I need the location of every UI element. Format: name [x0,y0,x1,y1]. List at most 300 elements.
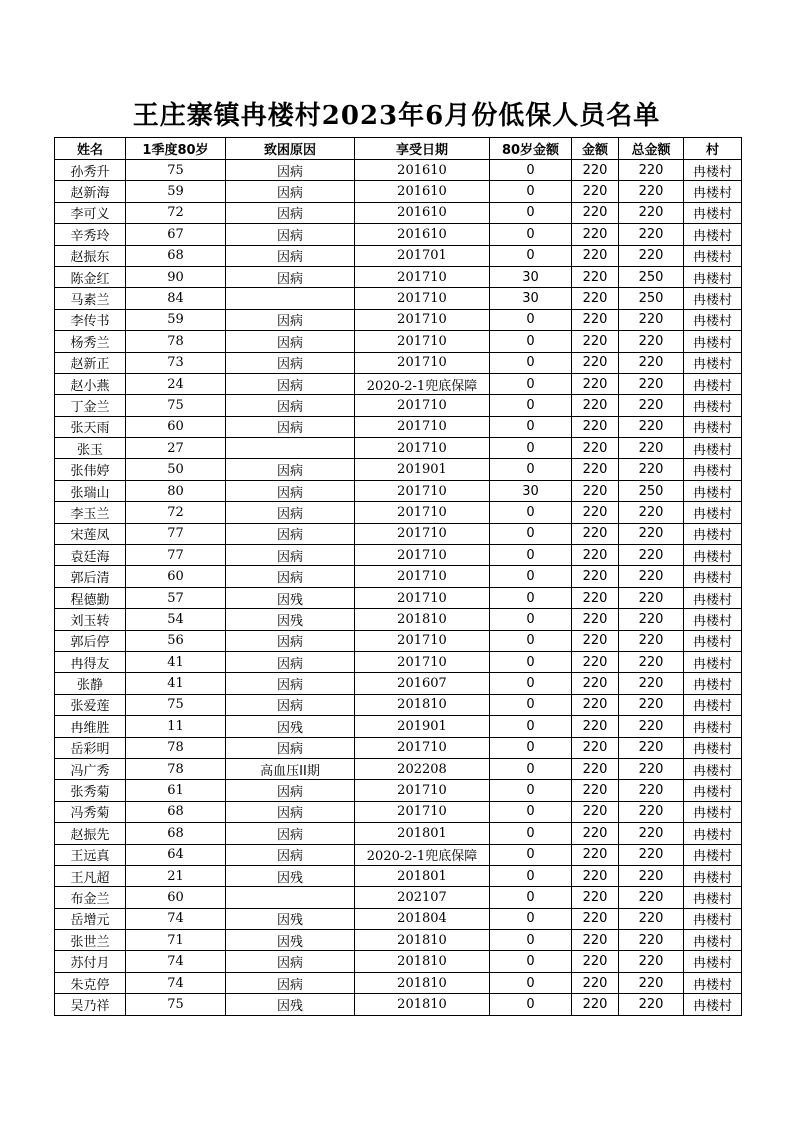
cell-cause [226,438,355,459]
cell-total: 220 [619,651,684,672]
cell-q1-80: 78 [126,331,226,352]
table-row [55,780,742,801]
table-row [55,694,742,715]
cell-start-date: 201710 [355,438,490,459]
cell-amount: 220 [572,373,619,394]
cell-total: 220 [619,630,684,651]
cell-age80-amount: 0 [490,887,572,908]
cell-amount: 220 [572,887,619,908]
cell-name: 赵小燕 [55,373,126,394]
cell-start-date: 201607 [355,673,490,694]
table-row [55,160,742,181]
column-header-amount: 金额 [572,138,619,160]
cell-total: 220 [619,416,684,437]
cell-name: 张静 [55,673,126,694]
cell-cause: 因病 [226,459,355,480]
cell-q1-80: 59 [126,309,226,330]
table-row [55,716,742,737]
cell-q1-80: 74 [126,972,226,993]
cell-village: 冉楼村 [684,630,742,651]
cell-amount: 220 [572,737,619,758]
cell-name: 郭后停 [55,630,126,651]
cell-q1-80: 68 [126,801,226,822]
cell-amount: 220 [572,502,619,523]
cell-start-date: 201610 [355,181,490,202]
cell-age80-amount: 30 [490,288,572,309]
cell-total: 250 [619,266,684,287]
cell-total: 220 [619,502,684,523]
cell-age80-amount: 0 [490,523,572,544]
column-header-total: 总金额 [619,138,684,160]
cell-amount: 220 [572,758,619,779]
cell-total: 220 [619,758,684,779]
cell-age80-amount: 30 [490,480,572,501]
cell-q1-80: 80 [126,480,226,501]
cell-start-date: 202107 [355,887,490,908]
cell-start-date: 201810 [355,694,490,715]
cell-village: 冉楼村 [684,930,742,951]
table-row [55,651,742,672]
cell-age80-amount: 0 [490,566,572,587]
cell-name: 杨秀兰 [55,331,126,352]
cell-q1-80: 74 [126,908,226,929]
cell-age80-amount: 0 [490,160,572,181]
cell-village: 冉楼村 [684,480,742,501]
cell-age80-amount: 0 [490,972,572,993]
cell-start-date: 201710 [355,331,490,352]
table-row [55,224,742,245]
cell-cause [226,887,355,908]
cell-village: 冉楼村 [684,545,742,566]
cell-cause: 因病 [226,309,355,330]
cell-name: 宋莲凤 [55,523,126,544]
cell-age80-amount: 0 [490,951,572,972]
column-header-name: 姓名 [55,138,126,160]
cell-amount: 220 [572,202,619,223]
table-row [55,352,742,373]
cell-name: 赵振先 [55,823,126,844]
cell-total: 220 [619,331,684,352]
table-row [55,887,742,908]
cell-q1-80: 61 [126,780,226,801]
cell-age80-amount: 0 [490,630,572,651]
cell-village: 冉楼村 [684,416,742,437]
cell-start-date: 201610 [355,160,490,181]
cell-age80-amount: 0 [490,865,572,886]
cell-cause: 因病 [226,395,355,416]
cell-name: 程德勤 [55,587,126,608]
cell-start-date: 201710 [355,587,490,608]
cell-amount: 220 [572,630,619,651]
cell-total: 220 [619,737,684,758]
cell-cause: 因病 [226,373,355,394]
cell-amount: 220 [572,844,619,865]
table-body [55,160,742,1016]
cell-start-date: 201804 [355,908,490,929]
cell-cause: 因病 [226,266,355,287]
cell-amount: 220 [572,908,619,929]
cell-start-date: 201810 [355,930,490,951]
cell-age80-amount: 0 [490,224,572,245]
table-row [55,438,742,459]
table-row [55,545,742,566]
cell-q1-80: 56 [126,630,226,651]
cell-q1-80: 72 [126,502,226,523]
cell-total: 220 [619,459,684,480]
cell-amount: 220 [572,181,619,202]
cell-q1-80: 73 [126,352,226,373]
table-row [55,801,742,822]
cell-name: 吴乃祥 [55,994,126,1015]
cell-q1-80: 60 [126,566,226,587]
table-row [55,566,742,587]
cell-name: 张世兰 [55,930,126,951]
cell-amount: 220 [572,331,619,352]
cell-amount: 220 [572,545,619,566]
cell-age80-amount: 0 [490,651,572,672]
cell-village: 冉楼村 [684,844,742,865]
table-row [55,181,742,202]
cell-age80-amount: 0 [490,373,572,394]
cell-cause [226,288,355,309]
cell-name: 丁金兰 [55,395,126,416]
cell-q1-80: 24 [126,373,226,394]
cell-amount: 220 [572,480,619,501]
table-row [55,865,742,886]
cell-amount: 220 [572,395,619,416]
cell-amount: 220 [572,651,619,672]
cell-village: 冉楼村 [684,951,742,972]
cell-village: 冉楼村 [684,780,742,801]
cell-cause: 因病 [226,224,355,245]
cell-total: 220 [619,160,684,181]
cell-total: 220 [619,887,684,908]
cell-total: 220 [619,951,684,972]
cell-total: 220 [619,545,684,566]
cell-village: 冉楼村 [684,331,742,352]
cell-name: 陈金红 [55,266,126,287]
cell-village: 冉楼村 [684,395,742,416]
cell-total: 220 [619,245,684,266]
cell-q1-80: 78 [126,758,226,779]
cell-cause: 因病 [226,566,355,587]
cell-name: 王远真 [55,844,126,865]
cell-name: 冉维胜 [55,716,126,737]
cell-q1-80: 72 [126,202,226,223]
cell-village: 冉楼村 [684,865,742,886]
cell-start-date: 201710 [355,502,490,523]
cell-name: 朱克停 [55,972,126,993]
cell-cause: 因病 [226,545,355,566]
cell-village: 冉楼村 [684,587,742,608]
cell-cause: 因病 [226,844,355,865]
cell-name: 张玉 [55,438,126,459]
cell-q1-80: 74 [126,951,226,972]
table-row [55,309,742,330]
cell-cause: 因病 [226,331,355,352]
cell-cause: 因病 [226,972,355,993]
cell-name: 冯秀菊 [55,801,126,822]
cell-village: 冉楼村 [684,438,742,459]
cell-amount: 220 [572,972,619,993]
cell-start-date: 201710 [355,566,490,587]
cell-total: 220 [619,438,684,459]
cell-q1-80: 27 [126,438,226,459]
cell-cause: 因病 [226,480,355,501]
cell-total: 220 [619,352,684,373]
table-row [55,844,742,865]
table-header-row [55,138,742,160]
cell-name: 袁廷海 [55,545,126,566]
table-row [55,630,742,651]
cell-start-date: 201610 [355,202,490,223]
cell-q1-80: 78 [126,737,226,758]
cell-village: 冉楼村 [684,566,742,587]
table-row [55,587,742,608]
cell-age80-amount: 0 [490,801,572,822]
cell-age80-amount: 0 [490,609,572,630]
cell-start-date: 201710 [355,266,490,287]
cell-name: 李传书 [55,309,126,330]
cell-q1-80: 75 [126,994,226,1015]
cell-amount: 220 [572,994,619,1015]
cell-cause: 因病 [226,694,355,715]
cell-total: 220 [619,202,684,223]
cell-age80-amount: 0 [490,245,572,266]
table-row [55,288,742,309]
table-row [55,523,742,544]
cell-name: 王凡超 [55,865,126,886]
cell-age80-amount: 0 [490,438,572,459]
cell-start-date: 201801 [355,823,490,844]
cell-cause: 因病 [226,502,355,523]
cell-q1-80: 77 [126,545,226,566]
cell-age80-amount: 0 [490,673,572,694]
table-row [55,416,742,437]
table-row [55,951,742,972]
cell-total: 220 [619,609,684,630]
column-header-village: 村 [684,138,742,160]
cell-total: 220 [619,844,684,865]
table-row [55,823,742,844]
cell-amount: 220 [572,309,619,330]
cell-start-date: 201710 [355,651,490,672]
table-row [55,908,742,929]
column-header-cause: 致困原因 [226,138,355,160]
cell-village: 冉楼村 [684,502,742,523]
cell-start-date: 201710 [355,309,490,330]
cell-amount: 220 [572,609,619,630]
cell-village: 冉楼村 [684,908,742,929]
cell-age80-amount: 0 [490,202,572,223]
cell-start-date: 201710 [355,545,490,566]
cell-name: 岳增元 [55,908,126,929]
cell-cause: 因残 [226,609,355,630]
cell-name: 赵新正 [55,352,126,373]
cell-amount: 220 [572,459,619,480]
cell-village: 冉楼村 [684,609,742,630]
cell-q1-80: 84 [126,288,226,309]
cell-q1-80: 60 [126,887,226,908]
cell-name: 刘玉转 [55,609,126,630]
cell-name: 李玉兰 [55,502,126,523]
cell-cause: 因病 [226,352,355,373]
cell-total: 220 [619,823,684,844]
cell-name: 岳彩明 [55,737,126,758]
cell-total: 220 [619,694,684,715]
cell-age80-amount: 0 [490,352,572,373]
cell-total: 220 [619,801,684,822]
table-row [55,459,742,480]
cell-cause: 因残 [226,994,355,1015]
table-row [55,502,742,523]
cell-village: 冉楼村 [684,758,742,779]
cell-q1-80: 75 [126,395,226,416]
table-row [55,994,742,1015]
cell-amount: 220 [572,523,619,544]
cell-name: 张瑞山 [55,480,126,501]
cell-age80-amount: 0 [490,780,572,801]
cell-village: 冉楼村 [684,202,742,223]
cell-start-date: 2020-2-1兜底保障 [355,373,490,394]
cell-village: 冉楼村 [684,224,742,245]
cell-start-date: 2020-2-1兜底保障 [355,844,490,865]
cell-total: 220 [619,309,684,330]
cell-start-date: 201710 [355,480,490,501]
cell-amount: 220 [572,716,619,737]
table-row [55,673,742,694]
cell-amount: 220 [572,245,619,266]
cell-start-date: 201810 [355,609,490,630]
cell-q1-80: 71 [126,930,226,951]
cell-cause: 因病 [226,245,355,266]
cell-amount: 220 [572,865,619,886]
cell-village: 冉楼村 [684,245,742,266]
table-row [55,758,742,779]
table-row [55,202,742,223]
cell-amount: 220 [572,780,619,801]
cell-cause: 因残 [226,587,355,608]
cell-cause: 因残 [226,865,355,886]
cell-total: 220 [619,930,684,951]
cell-start-date: 201710 [355,523,490,544]
cell-start-date: 201710 [355,801,490,822]
cell-village: 冉楼村 [684,823,742,844]
cell-cause: 因病 [226,181,355,202]
cell-age80-amount: 0 [490,416,572,437]
cell-village: 冉楼村 [684,309,742,330]
cell-total: 220 [619,908,684,929]
cell-q1-80: 75 [126,694,226,715]
cell-cause: 因病 [226,801,355,822]
cell-age80-amount: 0 [490,502,572,523]
cell-start-date: 201710 [355,630,490,651]
cell-q1-80: 50 [126,459,226,480]
cell-amount: 220 [572,416,619,437]
cell-q1-80: 54 [126,609,226,630]
cell-name: 辛秀玲 [55,224,126,245]
cell-q1-80: 21 [126,865,226,886]
cell-amount: 220 [572,587,619,608]
cell-q1-80: 75 [126,160,226,181]
cell-start-date: 201610 [355,224,490,245]
cell-start-date: 201801 [355,865,490,886]
cell-q1-80: 90 [126,266,226,287]
cell-total: 220 [619,395,684,416]
cell-amount: 220 [572,694,619,715]
cell-total: 220 [619,972,684,993]
cell-village: 冉楼村 [684,737,742,758]
column-header-age80-amount: 80岁金额 [490,138,572,160]
cell-amount: 220 [572,566,619,587]
table-row [55,395,742,416]
table-row [55,930,742,951]
cell-cause: 因病 [226,523,355,544]
cell-total: 220 [619,716,684,737]
cell-start-date: 201901 [355,459,490,480]
cell-start-date: 201710 [355,288,490,309]
cell-amount: 220 [572,288,619,309]
cell-cause: 因病 [226,202,355,223]
cell-village: 冉楼村 [684,266,742,287]
cell-q1-80: 41 [126,651,226,672]
cell-total: 220 [619,780,684,801]
cell-q1-80: 68 [126,245,226,266]
cell-total: 220 [619,994,684,1015]
table-row [55,972,742,993]
cell-total: 220 [619,373,684,394]
cell-start-date: 202208 [355,758,490,779]
cell-cause: 因残 [226,716,355,737]
column-header-q1-80: 1季度80岁 [126,138,226,160]
cell-village: 冉楼村 [684,160,742,181]
cell-name: 马素兰 [55,288,126,309]
cell-start-date: 201710 [355,395,490,416]
cell-amount: 220 [572,801,619,822]
cell-cause: 因病 [226,651,355,672]
cell-q1-80: 77 [126,523,226,544]
cell-name: 张爱莲 [55,694,126,715]
cell-amount: 220 [572,673,619,694]
cell-age80-amount: 0 [490,395,572,416]
cell-village: 冉楼村 [684,373,742,394]
cell-start-date: 201710 [355,416,490,437]
cell-cause: 高血压II期 [226,758,355,779]
cell-age80-amount: 0 [490,181,572,202]
cell-total: 220 [619,865,684,886]
cell-cause: 因病 [226,673,355,694]
cell-age80-amount: 0 [490,844,572,865]
cell-age80-amount: 0 [490,459,572,480]
cell-amount: 220 [572,823,619,844]
cell-village: 冉楼村 [684,181,742,202]
cell-name: 孙秀升 [55,160,126,181]
cell-cause: 因残 [226,930,355,951]
cell-name: 苏付月 [55,951,126,972]
cell-age80-amount: 0 [490,994,572,1015]
cell-age80-amount: 0 [490,309,572,330]
cell-q1-80: 11 [126,716,226,737]
cell-name: 赵振东 [55,245,126,266]
cell-q1-80: 41 [126,673,226,694]
cell-age80-amount: 0 [490,587,572,608]
welfare-roster-table [54,137,742,1016]
table-row [55,373,742,394]
cell-total: 220 [619,587,684,608]
cell-name: 冉得友 [55,651,126,672]
cell-total: 220 [619,566,684,587]
cell-age80-amount: 0 [490,758,572,779]
